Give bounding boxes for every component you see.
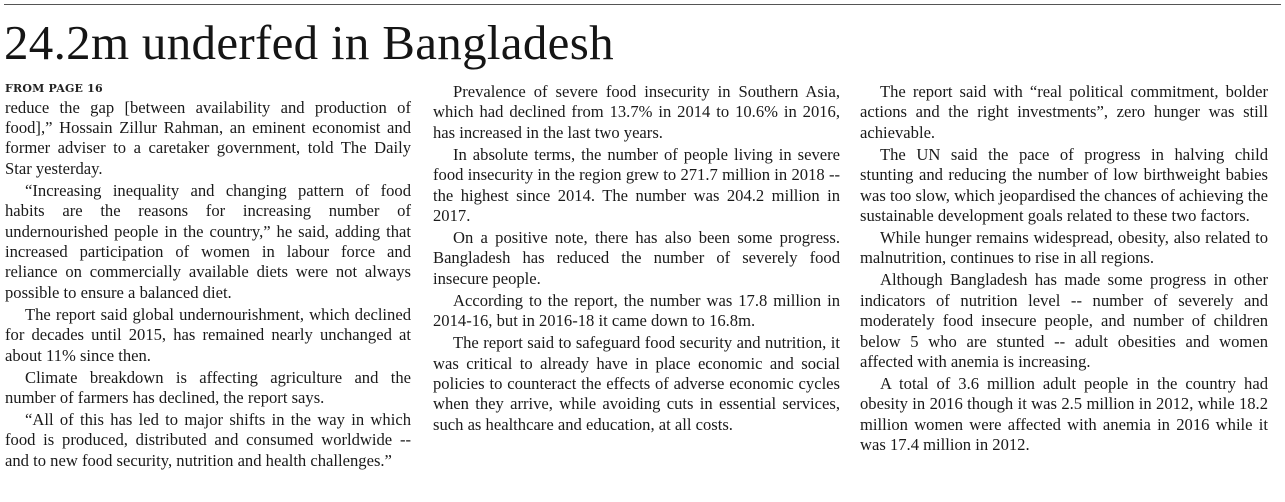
paragraph: Climate breakdown is affecting agriculture and the number of farmers has declined, the report says. (5, 367, 411, 408)
article-column-3 (860, 82, 1268, 456)
jump-label: FROM PAGE 16 (5, 82, 103, 95)
paragraph: Although Bangladesh has made some progress in other indicators of nutrition level -- number of severely and moderately food insecure people, and number of children below 5 who are stunted -- adult obesities and women affected with anemia is increasing. (860, 270, 1268, 372)
paragraph: “All of this has led to major shifts in the way in which food is produced, distributed and consumed worldwide -- and to new food security, nutrition and health challenges.” (5, 410, 411, 470)
top-rule (4, 4, 1281, 5)
paragraph: In absolute terms, the number of people living in severe food insecurity in the region grew to 271.7 million in 2018 -- the highest since 2014. The number was 204.2 million in 2017. (433, 144, 840, 226)
paragraph: On a positive note, there has also been some progress. Bangladesh has reduced the number of severely food insecure people. (433, 228, 840, 288)
paragraph: A total of 3.6 million adult people in the country had obesity in 2016 though it was 2.5 million in 2012, while 18.2 million women were affected with anemia in 2016 while it was 17.4 million in 2012. (860, 374, 1268, 455)
paragraph: reduce the gap [between availability and production of food],” Hossain Zillur Rahman, an eminent economist and former adviser to a caretaker government, told The Daily Star yesterday. (5, 97, 411, 178)
paragraph: The report said with “real political commitment, bolder actions and the right investments”, zero hunger was still achievable. (860, 82, 1268, 142)
article-column-1 (5, 82, 411, 471)
paragraph: While hunger remains widespread, obesity, also related to malnutrition, continues to rise in all regions. (860, 228, 1268, 268)
article-column-2 (433, 82, 840, 435)
paragraph: “Increasing inequality and changing pattern of food habits are the reasons for increasing number of undernourished people in the country,” he said, adding that increased participation of women in labour force and reliance on commercially available diets were not always possible to ensure a balanced diet. (5, 180, 411, 302)
paragraph: Prevalence of severe food insecurity in Southern Asia, which had declined from 13.7% in 2014 to 10.6% in 2016, has increased in the last two years. (433, 82, 840, 142)
headline: 24.2m underfed in Bangladesh (4, 15, 614, 70)
paragraph: The report said to safeguard food security and nutrition, it was critical to already have in place economic and social policies to counteract the effects of adverse economic cycles when they arrive, while avoiding cuts in essential services, such as healthcare and education, at all costs. (433, 333, 840, 434)
paragraph: The UN said the pace of progress in halving child stunting and reducing the number of low birthweight babies was too slow, which jeopardised the chances of achieving the sustainable development goals related to these two factors. (860, 144, 1268, 226)
paragraph: The report said global undernourishment, which declined for decades until 2015, has remained nearly unchanged at about 11% since then. (5, 304, 411, 365)
paragraph: According to the report, the number was 17.8 million in 2014-16, but in 2016-18 it came down to 16.8m. (433, 290, 840, 331)
